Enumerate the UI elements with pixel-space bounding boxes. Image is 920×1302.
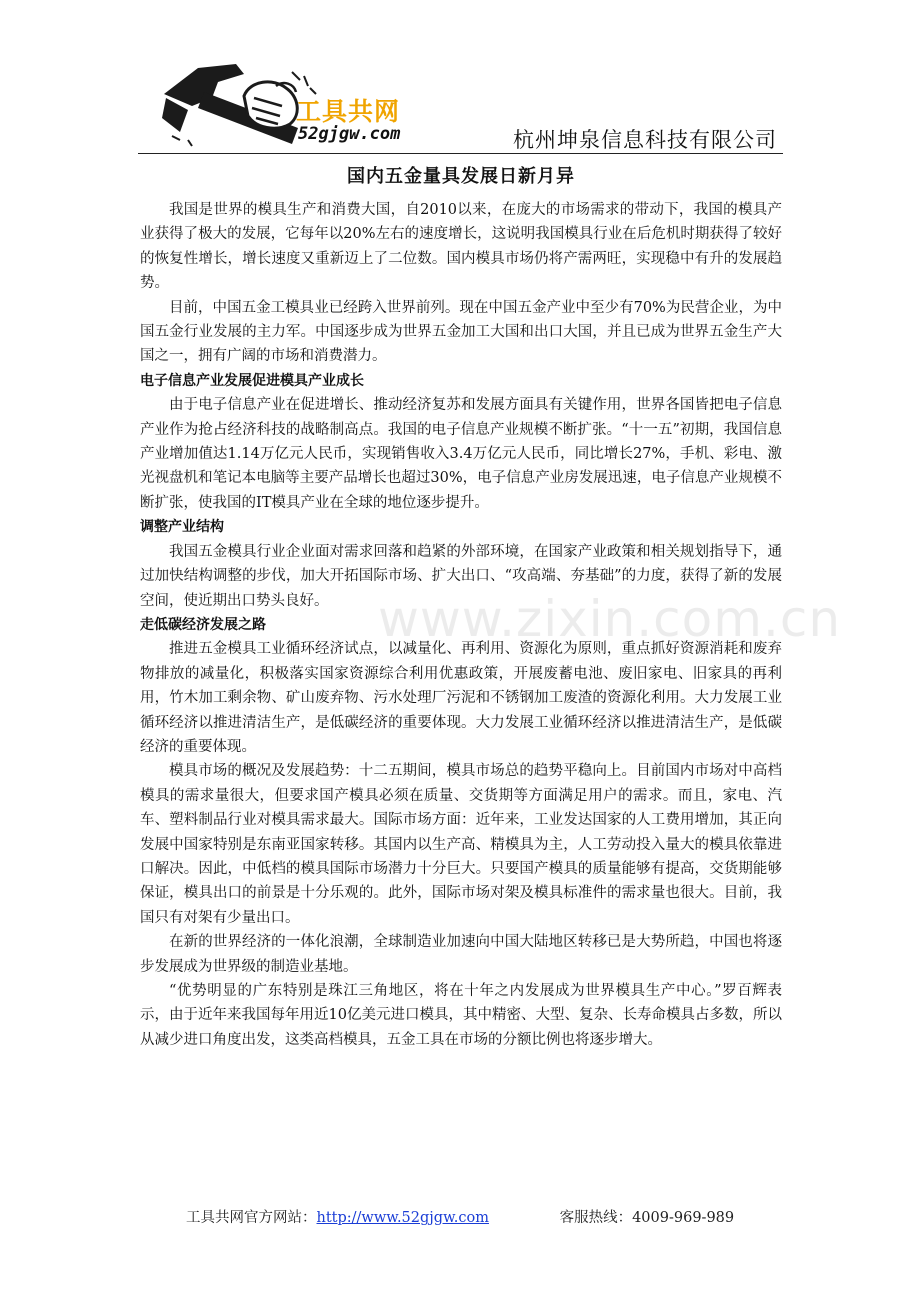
paragraph-7: 在新的世界经济的一体化浪潮，全球制造业加速向中国大陆地区转移已是大势所趋，中国也将逐步发展成为世界级的制造业基地。 <box>140 934 782 975</box>
article-body <box>140 162 782 1052</box>
footer-hotline: 客服热线：4009-969-989 <box>559 1210 735 1226</box>
paragraph-6: 模具市场的概况及发展趋势：十二五期间，模具市场总的趋势平稳向上。目前国内市场对中高档模具的需求量很大，但要求国产模具必须在质量、交货期等方面满足用户的需求。而且，家电、汽车、塑料制品行业对模具需求最大。国际市场方面：近年来，工业发达国家的人工费用增加，其正向发展中国家特别是东南亚国家转移。其国内以生产高、精模具为主，人工劳动投入量大的模具依靠进口解决。因此，中低档的模具国际市场潜力十分巨大。只要国产模具的质量能够有提高，交货期能够保证，模具出口的前景是十分乐观的。此外，国际市场对架及模具标准件的需求量也很大。目前，我国只有对架有少量出口。 <box>140 763 782 926</box>
logo-title: 工具共网 <box>296 97 401 126</box>
section-heading-structure: 调整产业结构 <box>140 519 224 536</box>
company-name: 杭州坤泉信息科技有限公司 <box>513 128 777 152</box>
paragraph-5: 推进五金模具工业循环经济试点，以减量化、再利用、资源化为原则，重点抓好资源消耗和废弃物排放的减量化，积极落实国家资源综合利用优惠政策，开展废蓄电池、废旧家电、旧家具的再利用，竹木加工剩余物、矿山废弃物、污水处理厂污泥和不锈钢加工废渣的资源化利用。大力发展工业循环经济以推进清洁生产，是低碳经济的重要体现。大力发展工业循环经济以推进清洁生产，是低碳经济的重要体现。 <box>140 641 782 755</box>
section-heading-electronics: 电子信息产业发展促进模具产业成长 <box>140 372 364 389</box>
article-title: 国内五金量具发展日新月异 <box>347 166 575 187</box>
watermark: www.zixin.com.cn <box>378 590 842 648</box>
paragraph-3: 由于电子信息产业在促进增长、推动经济复苏和发展方面具有关键作用，世界各国皆把电子信息产业作为抢占经济科技的战略制高点。我国的电子信息产业规模不断扩张。“十一五”初期，我国信息产业增加值达1.14万亿元人民币，实现销售收入3.4万亿元人民币，同比增长27%，手机、彩电、激光视盘机和笔记本电脑等主要产品增长也超过30%，电子信息产业房发展迅速，电子信息产业规模不断扩张，使我国的IT模具产业在全球的地位逐步提升。 <box>140 397 782 511</box>
page-header <box>138 58 783 154</box>
footer-site-label: 工具共网官方网站： <box>186 1210 317 1226</box>
paragraph-8: “优势明显的广东特别是珠江三角地区，将在十年之内发展成为世界模具生产中心。”罗百辉表示，由于近年来我国每年用近10亿美元进口模具，其中精密、大型、复杂、长寿命模具占多数，所以从减少进口角度出发，这类高档模具，五金工具在市场的分额比例也将逐步增大。 <box>140 983 782 1048</box>
footer-site-link[interactable]: http://www.52gjgw.com <box>316 1210 489 1226</box>
logo-url: 52gjgw.com <box>298 124 401 144</box>
paragraph-2: 目前，中国五金工模具业已经跨入世界前列。现在中国五金产业中至少有70%为民营企业，为中国五金行业发展的主力军。中国逐步成为世界五金加工大国和出口大国，并且已成为世界五金生产大国之一，拥有广阔的市场和消费潜力。 <box>140 299 782 365</box>
paragraph-1: 我国是世界的模具生产和消费大国，自2010以来，在庞大的市场需求的带动下，我国的模具产业获得了极大的发展，它每年以20%左右的速度增长，这说明我国模具行业在后危机时期获得了较好的恢复性增长，增长速度又重新迈上了二位数。国内模具市场仍将产需两旺，实现稳中有升的发展趋势。 <box>140 202 782 292</box>
header-divider <box>138 153 783 154</box>
page-footer <box>186 1206 734 1227</box>
section-heading-low-carbon: 走低碳经济发展之路 <box>140 616 266 633</box>
paragraph-4: 我国五金模具行业企业面对需求回落和趋紧的外部环境，在国家产业政策和相关规划指导下，通过加快结构调整的步伐，加大开拓国际市场、扩大出口、“攻高端、夯基础”的力度，获得了新的发展空间，使近期出口势头良好。 <box>140 543 782 609</box>
